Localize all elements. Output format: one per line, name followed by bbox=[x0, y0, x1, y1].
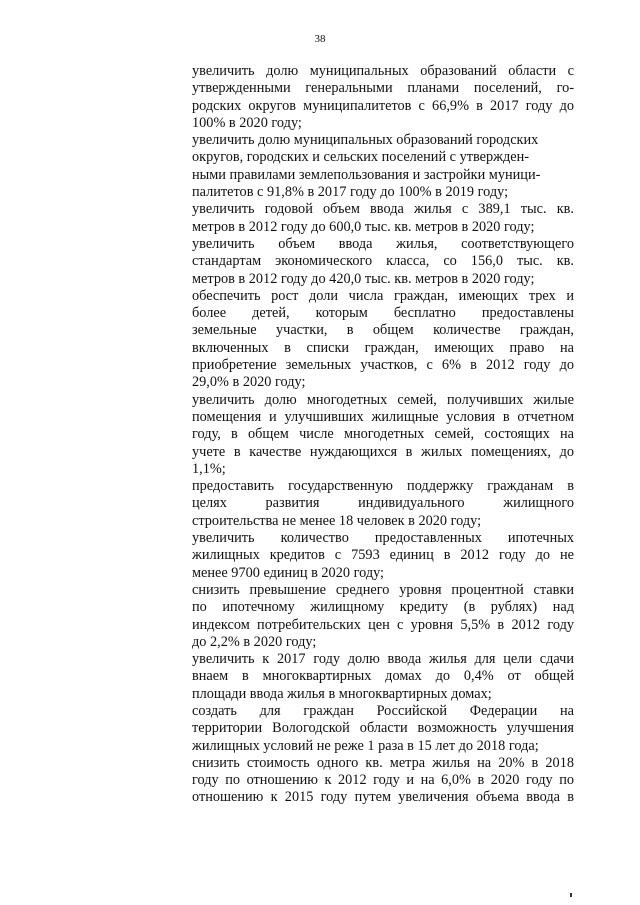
text-line: увеличить количество предоставленных ипотечных bbox=[192, 530, 574, 547]
text-line: помещения и улучшивших жилищные условия в отчетном bbox=[192, 408, 574, 425]
text-line: увеличить долю многодетных семей, получивших жилые bbox=[192, 391, 574, 408]
text-line: территории Вологодской области возможность улучшения bbox=[192, 720, 574, 737]
text-line: увеличить к 2017 году долю ввода жилья для цели сдачи bbox=[192, 651, 574, 668]
text-line: жилищных условий не реже 1 раза в 15 лет до 2018 года; bbox=[192, 737, 539, 754]
text-line: земельные участки, в общем количестве граждан, bbox=[192, 322, 574, 339]
text-line: году, в общем числе многодетных семей, состоящих на bbox=[192, 426, 574, 443]
text-line: 1,1%; bbox=[192, 460, 226, 477]
text-line: увеличить годовой объем ввода жилья с 389,1 тыс. кв. bbox=[192, 201, 574, 218]
text-line: создать для граждан Российской Федерации на bbox=[192, 702, 574, 719]
text-line: приобретение земельных участков, с 6% в 2012 году до bbox=[192, 357, 574, 374]
scan-mark bbox=[570, 893, 572, 897]
text-line: более детей, которым бесплатно предоставлены bbox=[192, 305, 574, 322]
text-line: до 2,2% в 2020 году; bbox=[192, 633, 317, 650]
text-line: увеличить долю муниципальных образований области с bbox=[192, 63, 574, 79]
text-line: жилищных кредитов с 7593 единиц в 2012 году до не bbox=[192, 547, 574, 564]
text-line: 100% в 2020 году; bbox=[192, 114, 302, 131]
text-line: снизить стоимость одного кв. метра жилья на 20% в 2018 bbox=[192, 754, 574, 771]
text-line: площади ввода жилья в многоквартирных домах; bbox=[192, 685, 492, 702]
text-line: целях развития индивидуального жилищного bbox=[192, 495, 574, 512]
text-line: снизить превышение среднего уровня процентной ставки bbox=[192, 581, 574, 598]
document-body bbox=[192, 63, 574, 807]
text-line: округов, городских и сельских поселений с утвержден- bbox=[192, 149, 530, 166]
text-line: менее 9700 единиц в 2020 году; bbox=[192, 564, 385, 581]
text-line: году по отношению к 2012 году и на 6,0% в 2020 году по bbox=[192, 772, 574, 789]
text-line: утвержденными генеральными планами поселений, го- bbox=[192, 80, 574, 97]
text-line: предоставить государственную поддержку гражданам в bbox=[192, 478, 574, 495]
text-line: стандартам экономического класса, со 156,0 тыс. кв. bbox=[192, 253, 574, 270]
text-line: родских округов муниципалитетов с 66,9% в 2017 году до bbox=[192, 97, 574, 114]
text-line: строительства не менее 18 человек в 2020 году; bbox=[192, 512, 482, 529]
text-line: включенных в списки граждан, имеющих право на bbox=[192, 339, 574, 356]
text-line: увеличить долю муниципальных образований городских bbox=[192, 132, 539, 149]
text-line: учете в качестве нуждающихся в жилых помещениях, до bbox=[192, 443, 574, 460]
text-line: обеспечить рост доли числа граждан, имеющих трех и bbox=[192, 287, 574, 304]
text-line: ными правилами землепользования и застройки муници- bbox=[192, 166, 541, 183]
text-line: метров в 2012 году до 600,0 тыс. кв. метров в 2020 году; bbox=[192, 218, 535, 235]
page-number: 38 bbox=[314, 33, 326, 45]
text-line: отношению к 2015 году путем увеличения объема ввода в bbox=[192, 789, 574, 806]
text-line: метров в 2012 году до 420,0 тыс. кв. метров в 2020 году; bbox=[192, 270, 535, 287]
text-line: увеличить объем ввода жилья, соответствующего bbox=[192, 235, 574, 252]
text-line: внаем в многоквартирных домах до 0,4% от общей bbox=[192, 668, 574, 685]
text-line: по ипотечному жилищному кредиту (в рублях) над bbox=[192, 599, 574, 616]
text-line: палитетов с 91,8% в 2017 году до 100% в 2019 году; bbox=[192, 184, 509, 201]
text-line: 29,0% в 2020 году; bbox=[192, 374, 306, 391]
text-line: индексом потребительских цен с уровня 5,5% в 2012 году bbox=[192, 616, 574, 633]
